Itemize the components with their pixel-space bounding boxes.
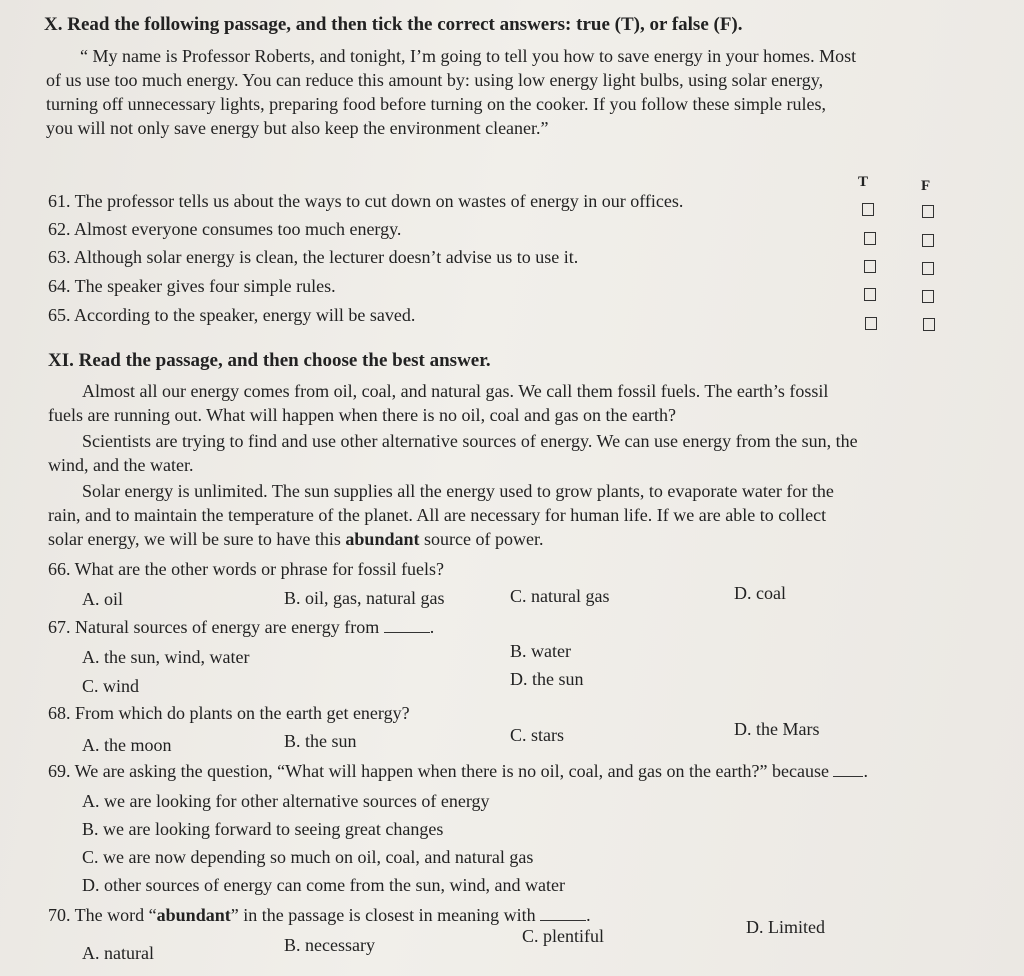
q69-option-c[interactable]: C. we are now depending so much on oil, coal, and natural gas — [82, 847, 534, 867]
q70-option-d[interactable]: D. Limited — [746, 917, 825, 937]
q66-option-d[interactable]: D. coal — [734, 583, 786, 603]
q67-option-a[interactable]: A. the sun, wind, water — [82, 647, 250, 667]
q61-true-checkbox[interactable] — [862, 203, 874, 216]
passage-line: of us use too much energy. You can reduce this amount by: using low energy light bulbs, using solar energy, — [46, 70, 824, 90]
question-69: 69. We are asking the question, “What will happen when there is no oil, coal, and gas on the earth?” because . — [48, 761, 868, 781]
highlighted-word: abundant — [345, 529, 420, 549]
q66-option-a[interactable]: A. oil — [82, 589, 124, 609]
section-x-heading: X. Read the following passage, and then tick the correct answers: true (T), or false (F). — [44, 14, 743, 35]
passage-line: you will not only save energy but also keep the environment cleaner.” — [46, 118, 549, 138]
q69-option-a[interactable]: A. we are looking for other alternative sources of energy — [82, 791, 490, 811]
q62-false-checkbox[interactable] — [922, 234, 934, 247]
q69-option-d[interactable]: D. other sources of energy can come from the sun, wind, and water — [82, 875, 566, 895]
q61-false-checkbox[interactable] — [922, 205, 934, 218]
passage-line: turning off unnecessary lights, preparing food before turning on the cooker. If you follow these simple rules, — [46, 94, 826, 114]
q69-option-b[interactable]: B. we are looking forward to seeing great changes — [82, 819, 444, 839]
q64-false-checkbox[interactable] — [922, 290, 934, 303]
q68-option-c[interactable]: C. stars — [510, 725, 564, 745]
question-66: 66. What are the other words or phrase for fossil fuels? — [48, 559, 445, 579]
q66-option-b[interactable]: B. oil, gas, natural gas — [284, 588, 445, 608]
question-61: 61. The professor tells us about the ways to cut down on wastes of energy in our offices. — [48, 191, 684, 211]
question-63: 63. Although solar energy is clean, the lecturer doesn’t advise us to use it. — [48, 247, 579, 267]
q67-option-b[interactable]: B. water — [510, 641, 571, 661]
q65-true-checkbox[interactable] — [865, 317, 877, 330]
q70-option-b[interactable]: B. necessary — [284, 935, 375, 955]
q68-option-d[interactable]: D. the Mars — [734, 719, 820, 739]
question-62: 62. Almost everyone consumes too much energy. — [48, 219, 402, 239]
question-64: 64. The speaker gives four simple rules. — [48, 276, 336, 296]
q63-false-checkbox[interactable] — [922, 262, 934, 275]
passage-line: rain, and to maintain the temperature of the planet. All are necessary for human life. If we are able to collect — [48, 505, 827, 525]
question-68: 68. From which do plants on the earth get energy? — [48, 703, 410, 723]
q66-option-c[interactable]: C. natural gas — [510, 586, 610, 606]
passage-line: Almost all our energy comes from oil, coal, and natural gas. We call them fossil fuels. The earth’s fossil — [82, 381, 829, 401]
question-67-stem: 67. Natural sources of energy are energy from — [48, 617, 380, 637]
question-70-keyword: abundant — [156, 905, 231, 925]
section-xi-heading: XI. Read the passage, and then choose the best answer. — [48, 350, 491, 371]
passage-line — [48, 528, 543, 550]
question-70-stem: 70. The word “ — [48, 905, 157, 925]
passage-text: source of power. — [419, 529, 544, 549]
q65-false-checkbox[interactable] — [923, 318, 935, 331]
question-67: 67. Natural sources of energy are energy from . — [48, 617, 435, 637]
answer-blank — [384, 618, 430, 633]
true-column-header: T — [858, 174, 869, 190]
answer-blank — [833, 762, 863, 777]
q67-option-d[interactable]: D. the sun — [510, 669, 584, 689]
question-70: 70. The word “abundant” in the passage is closest in meaning with . — [48, 905, 591, 925]
passage-line: Solar energy is unlimited. The sun supplies all the energy used to grow plants, to evaporate water for the — [82, 481, 834, 501]
q63-true-checkbox[interactable] — [864, 260, 876, 273]
question-65: 65. According to the speaker, energy will be saved. — [48, 305, 416, 325]
q64-true-checkbox[interactable] — [864, 288, 876, 301]
q62-true-checkbox[interactable] — [864, 232, 876, 245]
q67-option-c[interactable]: C. wind — [82, 676, 140, 696]
passage-line: fuels are running out. What will happen when there is no oil, coal and gas on the earth? — [48, 405, 676, 425]
q68-option-a[interactable]: A. the moon — [82, 735, 172, 755]
false-column-header: F — [921, 178, 931, 194]
passage-line: “ My name is Professor Roberts, and tonight, I’m going to tell you how to save energy in your homes. Most — [80, 46, 857, 66]
passage-text: solar energy, we will be sure to have this — [48, 529, 346, 549]
passage-line: Scientists are trying to find and use other alternative sources of energy. We can use energy from the sun, the — [82, 431, 858, 451]
answer-blank — [540, 906, 586, 921]
q70-option-a[interactable]: A. natural — [82, 943, 154, 963]
q70-option-c[interactable]: C. plentiful — [522, 926, 604, 946]
q68-option-b[interactable]: B. the sun — [284, 731, 357, 751]
question-69-stem: 69. We are asking the question, “What will happen when there is no oil, coal, and gas on the earth?” because — [48, 761, 829, 781]
question-70-stem: ” in the passage is closest in meaning with — [230, 905, 536, 925]
passage-line: wind, and the water. — [48, 455, 194, 475]
